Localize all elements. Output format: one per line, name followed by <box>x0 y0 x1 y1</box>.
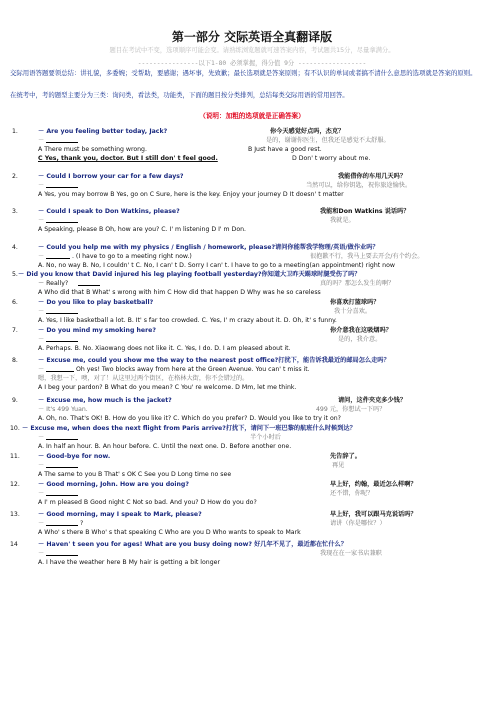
answer-blank <box>78 279 100 286</box>
intro-types: 在统考中，考的题型主要分为三类：询问类，看法类，功能类，下面的题目按分类排列，总结每类交际用语的常用回答。 <box>10 91 349 99</box>
prompt-text: － It's 499 Yuan. <box>38 406 88 413</box>
prompt-translation: 我十分喜欢。 <box>334 308 372 315</box>
question-number: 14 <box>10 541 18 548</box>
question-8 <box>12 356 498 400</box>
question-translation: 请问，这件夹克多少钱？ <box>338 397 407 404</box>
question-text: － Do you like to play basketball? <box>38 299 154 306</box>
prompt-translation: 当然可以，给你钥匙，祝你旅途愉快。 <box>306 182 412 189</box>
prompt-dash: － <box>38 366 45 373</box>
prompt-translation: 请讲（你是哪位？） <box>330 520 386 527</box>
prompt-dash: － <box>38 490 45 497</box>
question-number: 13. <box>10 511 20 518</box>
question-translation: 我能借你的车用几天吗？ <box>338 173 407 180</box>
question-number: 1. <box>12 128 18 135</box>
prompt-english: ? <box>80 520 84 527</box>
intro-tips: 交际用语答题要领总结：讲礼貌，多委婉；受帮助，要感谢；遇坏事，先致歉；最长选项就是答案原则；有不认识的单词或者搞不清什么意思的选项就是答案的原则。 <box>10 69 477 77</box>
question-number: 4. <box>12 244 18 251</box>
question-number: 9. <box>12 397 18 404</box>
prompt-english: Oh yes! Two blocks away from here at the Green Avenue. You can' t miss it. <box>76 366 310 373</box>
prompt-translation: 是的，我介意。 <box>338 336 382 343</box>
question-translation: 先告辞了。 <box>330 453 361 460</box>
answer-blank <box>46 461 78 468</box>
answer-blank <box>46 549 78 556</box>
question-number: 2. <box>12 173 18 180</box>
prompt-translation: 很抱歉不行，我马上要去开会/有个约会。 <box>310 253 424 260</box>
prompt-dash: － <box>38 308 45 315</box>
options-line: A. Perhaps. B. No. Xiaowang does not like it. C. Yes, I do. D. I am pleased about it. <box>38 345 291 352</box>
question-text: － Are you feeling better today, Jack? <box>38 128 168 135</box>
prompt-translation: 半个小时后 <box>250 434 281 441</box>
question-text: － Did you know that David injured his leg playing football yesterday?你知道大卫昨天踢球时腿受伤了吗？ <box>18 271 361 278</box>
question-number: 12. <box>10 481 20 488</box>
options-line: A Speaking, please B Oh, how are you? C. I' m listening D I' m Don. <box>38 226 246 233</box>
answer-blank <box>46 216 78 223</box>
note-line: （说明：加粗的选项就是正确答案） <box>199 112 305 120</box>
question-text: － Good morning, may I speak to Mark, please? <box>38 511 202 518</box>
prompt-dash: － <box>38 137 45 144</box>
answer-blank <box>46 519 78 526</box>
question-number: 5. <box>12 271 18 278</box>
options-line: A I' m pleased B Good night C Not so bad. And you? D How do you do? <box>38 499 257 506</box>
options-line: A Who did that B What' s wrong with him C How did that happen D Why was he so careless <box>38 289 321 296</box>
question-translation: 你今天感觉好点吗，杰克？ <box>270 128 345 135</box>
question-translation: 你喜欢打篮球吗？ <box>330 299 380 306</box>
prompt-dash: － <box>38 217 45 224</box>
question-text: － Excuse me, could you show me the way to the nearest post office?打扰下，能告诉我最近的邮局怎么走吗？ <box>38 357 390 364</box>
prompt-translation: 还不错，你呢？ <box>330 490 374 497</box>
question-translation: 你介意我在这吸烟吗？ <box>330 327 392 334</box>
answer-blank <box>46 136 78 143</box>
answer-blank <box>46 307 78 314</box>
page-title: 第一部分 交际英语全真翻译版 <box>171 30 333 44</box>
question-number: 11. <box>10 453 20 460</box>
answer-blank <box>46 489 78 496</box>
question-text: － Good morning, John. How are you doing? <box>38 481 189 488</box>
prompt-dash: － <box>38 520 45 527</box>
options-line: A I beg your pardon? B What do you mean? C You' re welcome. D Mm, let me think. <box>38 384 297 391</box>
prompt-english: . (I have to go to a meeting right now.) <box>72 253 192 260</box>
options-line: A Yes, you may borrow B Yes, go on C Sure, here is the key. Enjoy your journey D It doesn' t matter <box>38 191 344 198</box>
question-text: － Could you help me with my physics / English / homework, please?请问你能帮我学物理/英语/做作业吗？ <box>38 244 379 251</box>
option-b: B Just have a good rest. <box>248 146 322 153</box>
question-translation: 早上好，我可以跟马克说话吗？ <box>330 511 417 518</box>
question-translation: 我能和Don Watkins 说话吗？ <box>320 208 410 215</box>
question-text: － Excuse me, how much is the jacket? <box>38 397 172 404</box>
options-line: A. Oh, no. That's OK! B. How do you like it? C. Which do you prefer? D. Would you like to try it on? <box>38 415 341 422</box>
prompt-translation: 我就是。 <box>330 217 355 224</box>
question-translation: 早上好，约翰，最近怎么样啊？ <box>330 481 417 488</box>
question-number: 3. <box>12 208 18 215</box>
options-line: A Who' s there B Who' s that speaking C Who are you D Who wants to speak to Mark <box>38 529 301 536</box>
prompt-dash: － <box>38 336 45 343</box>
prompt-translation: 是的，谢谢你医生，但我还是感觉不太舒服。 <box>266 137 390 144</box>
prompt-translation: 499 元，你想试一下吗？ <box>316 406 386 413</box>
prompt-dash: － <box>38 182 45 189</box>
question-text: － Good-bye for now. <box>38 453 111 460</box>
prompt-translation: 真的吗？那怎么发生的啊？ <box>320 280 395 287</box>
question-text: － Do you mind my smoking here? <box>38 327 156 334</box>
options-line: A. No, no way B. No, I couldn' t C. No, I can' t D. Sorry I can' t. I have to go to a meeting(an appointment) right now <box>38 262 395 269</box>
answer-blank <box>46 365 74 372</box>
answer-blank <box>46 433 78 440</box>
question-number: 7. <box>12 327 18 334</box>
question-number: 6. <box>12 299 18 306</box>
options-line: A. Yes, I like basketball a lot. B. It' s far too crowded. C. Yes, I' m crazy about it. D. Oh, it' s funny. <box>38 317 337 324</box>
answer-blank <box>46 335 78 342</box>
question-14 <box>10 540 498 584</box>
options-line: A. I have the weather here B My hair is getting a bit longer <box>38 559 221 566</box>
question-number: 10. <box>10 425 20 432</box>
question-1 <box>12 127 498 171</box>
page-subtitle: 题目在考试中不变，选项顺序可能会变。请熟练浏览题就可速答案内容，考试题共15分，尽量拿满分。 <box>109 47 395 54</box>
prompt-dash: － <box>38 434 45 441</box>
prompt-translation: 我现在在一家书店兼职 <box>320 550 382 557</box>
options-line: A The same to you B That' s OK C See you D Long time no see <box>38 471 232 478</box>
question-number: 8. <box>12 357 18 364</box>
answer-blank <box>46 252 70 259</box>
prompt-translation: 嗯，我想一下，噢，对了！从这里过两个街区，在格林大街，你不会错过的。 <box>38 375 249 382</box>
answer-blank <box>46 181 78 188</box>
question-text: － Could I borrow your car for a few days? <box>38 173 184 180</box>
option-d: D Don' t worry about me. <box>292 155 371 162</box>
option-a: A There must be something wrong. <box>38 146 147 153</box>
question-text: － Haven' t seen you for ages! What are you busy doing now? 好几年不见了，最近都在忙什么？ <box>38 541 347 548</box>
option-c-correct: C Yes, thank you, doctor. But I still don' t feel good. <box>38 155 218 162</box>
question-text: － Excuse me, when does the next flight from Paris arrive?打扰下，请问下一班巴黎的航班什么时候到达？ <box>22 425 356 432</box>
prompt-translation: 再见 <box>332 462 345 469</box>
prompt-text: － Really? <box>38 280 69 287</box>
score-divider: ----------------以下1-80 必须掌握，得分值 9分 ------------------ <box>137 60 367 67</box>
prompt-dash: － <box>38 253 45 260</box>
options-line: A. In half an hour. B. An hour before. C. Until the next one. D. Before another one. <box>38 443 292 450</box>
prompt-dash: － <box>38 550 45 557</box>
question-text: － Could I speak to Don Watkins, please? <box>38 208 180 215</box>
prompt-dash: － <box>38 462 45 469</box>
